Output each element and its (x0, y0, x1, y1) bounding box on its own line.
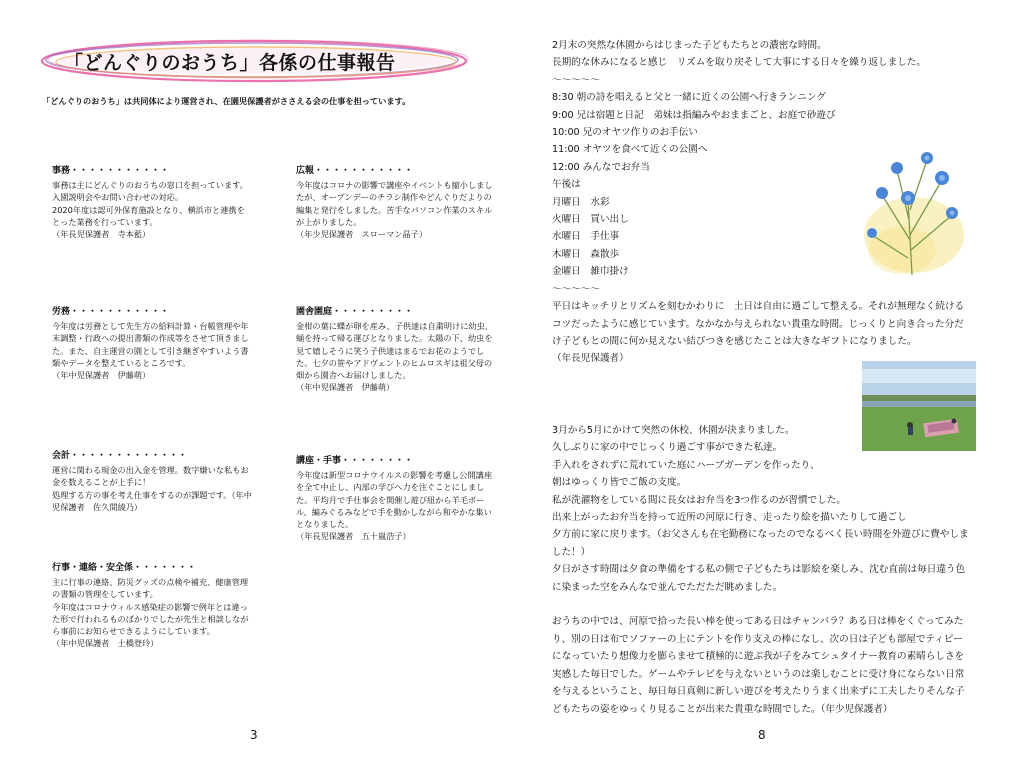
essay-block-1: 2月末の突然な休園からはじまった子どもたちとの濃密な時間。 長期的な休みになると感じ リズムを取り戻そして大事にする日々を繰り返しました。 ～～～～～ 8:30 朝の詩を唱えると父と一緒に近くの公園へ行きランニング 9:00 兄は宿題と日記 弟妹は指編みやおままごと、お庭で砂遊び 10:00 兄のオヤツ作りのお手伝い 11:00 オヤツを食べて近くの公園へ 12:00 みんなでお弁当 午後は 月曜日 水彩 火曜日 買い出し 水曜日 手仕事 木曜日 森散歩 金曜日 雑巾掛け ～～～～～ 平日はキッチリとリズムを刻むかわりに 土日は自由に過ごして整える。それが無理なく続けるコツだったように感じています。なかなか与えられない貴重な時間。じっくりと向き合った分だけ子どもとの間に何か見えない結びつきを感じたことは大きなギフトになりました。 （年長児保護者） (552, 40, 965, 365)
section-kouza-teshigoto (296, 455, 496, 542)
flower-illustration-icon (842, 140, 982, 280)
section-heading: 広報・・・・・・・・・・・ (296, 166, 414, 176)
section-heading: 講座・手事・・・・・・・・ (296, 456, 414, 466)
right-page (512, 0, 1024, 768)
section-body: 今年度はコロナの影響で講座やイベントも縮小しましたが、オープンデーのチラシ制作やどんぐりだよりの編集と発行をしました。苦手なパソコン作業のスキルが上がりました。 （年少児保護者 スローマン晶子） (296, 180, 493, 240)
section-kouhou (296, 165, 496, 240)
section-roumu (52, 306, 252, 381)
title-banner (38, 38, 470, 84)
intro-text: 「どんぐりのおうち」は共同体により運営され、在園児保護者がささえる会の仕事を担っています。 (42, 96, 411, 106)
section-gyouji-renraku-anzen (52, 562, 252, 649)
section-kaikei (52, 450, 252, 513)
section-heading: 園舎園庭・・・・・・・・・ (296, 307, 414, 317)
section-heading: 行事・連絡・安全係・・・・・・・ (52, 563, 197, 573)
section-jimu (52, 165, 252, 240)
section-heading: 事務・・・・・・・・・・・ (52, 166, 170, 176)
page-title: 「どんぐりのおうち」各係の仕事報告 (64, 52, 396, 74)
page-number: 8 (758, 728, 766, 742)
section-body: 今年度は労務として先生方の給料計算・台帳管理や年末調整・行政への提出書類の作成等をさせて頂きました。また、自主運営の園として引き継ぎやすいよう書類やデータを整えているところです。 （年中児保護者 伊藤萌） (52, 321, 249, 381)
section-body: 事務は主にどんぐりのおうちの窓口を担っています。 入園説明会やお問い合わせの対応。 2020年度は認可外保育施設となり、横浜市と連携をとった業務を行っています。 （年長児保護者 寺本藍） (52, 180, 248, 240)
section-heading: 会計・・・・・・・・・・・・・ (52, 451, 188, 461)
section-body: 運営に関わる現金の出入金を管理。数字嫌いな私もお金を数えることが上手に！ 処理する方の事を考え仕事をするのが課題です。（年中児保護者 佐久間綾乃） (52, 465, 252, 512)
section-body: 主に行事の連絡、防災グッズの点検や補充、健康管理の書類の管理をしています。 今年度はコロナウィルス感染症の影響で例年とは違った形で行われるものばかりでしたが先生と相談しながら事前にお知らせできるようにしています。 （年中児保護者 土橋登玲） (52, 577, 249, 649)
section-heading: 労務・・・・・・・・・・・ (52, 307, 170, 317)
section-body: 今年度は新型コロナウイルスの影響を考慮し公開講座を全て中止し、内部の学びへ力を注ぐことにしました。平均月で手仕事会を開催し遊び紐から羊毛ボール、編みぐるみなどで手を動かしながら和やかな集いとなりました。 （年長児保護者 五十嵐浩子） (296, 470, 493, 542)
section-body: 金柑の葉に蝶が卵を産み、子供達は自粛明けに幼虫、蛹を持って帰る運びとなりました。太陽の下、幼虫を見て嬉しそうに笑う子供達はまるでお花のようでした。七夕の笹やアドヴェントのヒムロスギは祖父母の畑から園舎へお届けしました。 （年中児保護者 伊藤萌） (296, 321, 493, 393)
essay-block-2: 3月から5月にかけて突然の休校、休園が決まりました。 久しぶりに家の中でじっくり過ごす事ができた私達。 手入れをされずに荒れていた庭にハーブガーデンを作ったり、 朝はゆっくり皆でご飯の支度。 私が洗濯物をしている間に長女はお弁当を3つ作るのが習慣でした。 出来上がったお弁当を持って近所の河原に行き、走ったり絵を描いたりして過ごし 夕方前に家に戻ります。（お父さんも在宅勤務になったのでなるべく長い時間を外遊びに費やしました！） 夕日がさす時間は夕食の準備をする私の側で子どもたちは影絵を楽しみ、沈む直前は毎日違う色に染まった空をみんなで並んでただただ眺めました。 おうちの中では、河原で拾った長い棒を使ってある日はチャンバラ？ある日は棒をくぐってみたり、別の日は布でソファーの上にテントを作り支えの棒になし、次の日は子ども部屋でティピーになっていたり想像力を膨らませて積極的に遊ぶ我が子をみてシュタイナー教育の素晴らしさを実感した毎日でした。ゲームやテレビを与えないというのは楽しむことに受け身にならない日常を与えるということ、毎日毎日真剣に新しい遊びを考えたりうまく出来ずに工夫したりそんな子どもたちの姿をゆっくり見ることが出来た貴重な時間でした。（年少児保護者） (552, 425, 969, 715)
page-number: 3 (250, 728, 258, 742)
section-ensha-entei (296, 306, 496, 393)
